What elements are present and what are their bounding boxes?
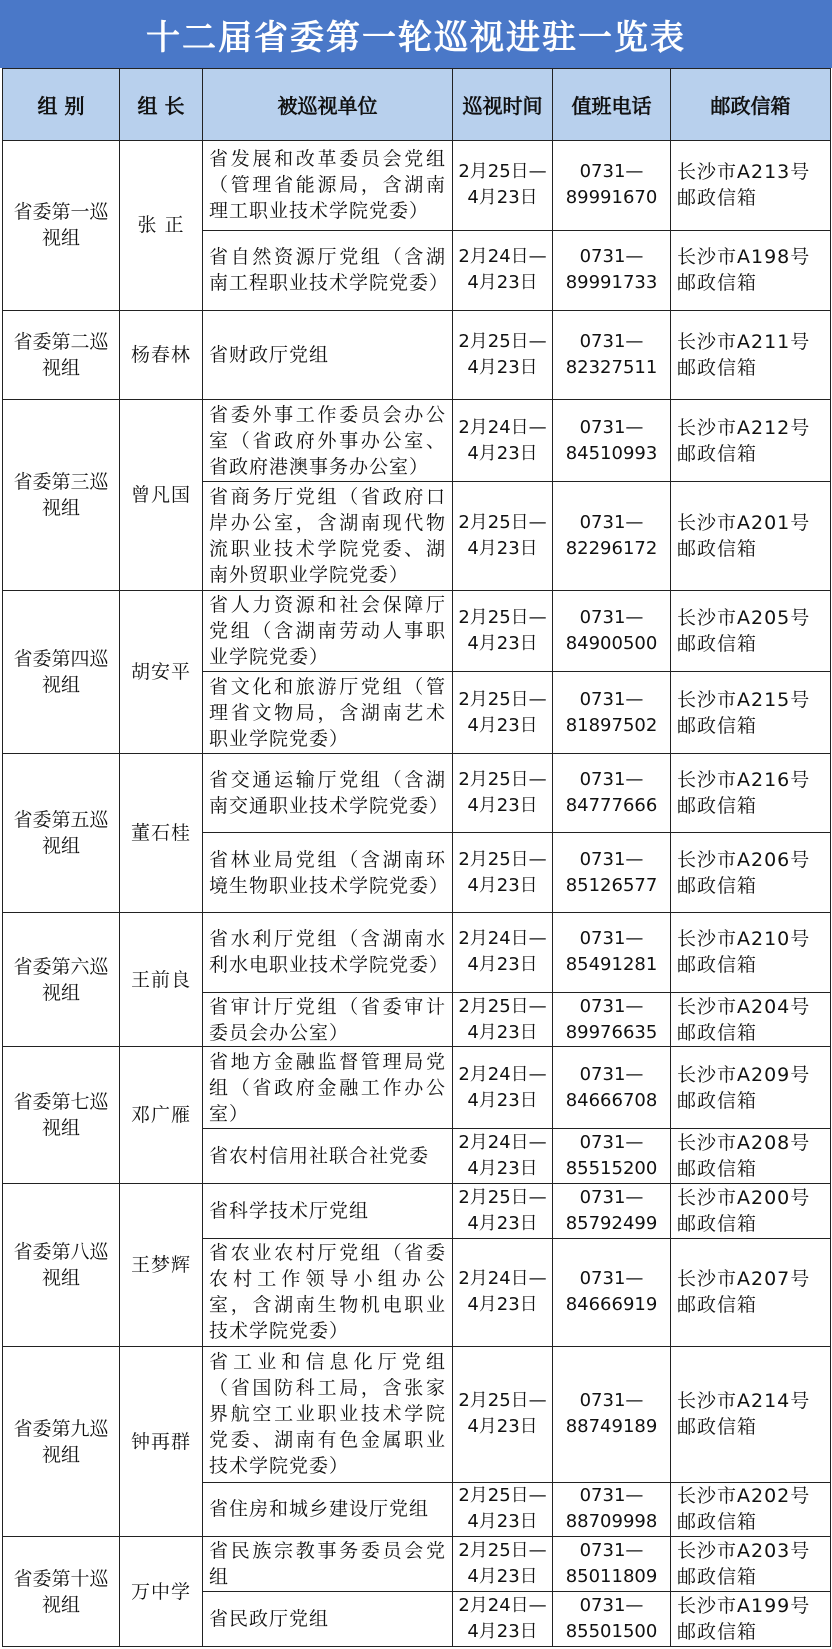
duty-phone: 0731— 88749189: [553, 1347, 671, 1482]
duty-phone: 0731— 88709998: [553, 1482, 671, 1537]
inspection-time: 2月25日— 4月23日: [453, 672, 553, 754]
postal-box: 长沙市A211号邮政信箱: [671, 310, 831, 400]
duty-phone: 0731— 89991733: [553, 230, 671, 310]
inspection-time: 2月25日— 4月23日: [453, 1482, 553, 1537]
postal-box: 长沙市A214号邮政信箱: [671, 1347, 831, 1482]
postal-box: 长沙市A204号邮政信箱: [671, 992, 831, 1047]
inspection-time: 2月25日— 4月23日: [453, 1183, 553, 1238]
header-time: 巡视时间: [453, 69, 553, 141]
postal-box: 长沙市A200号邮政信箱: [671, 1183, 831, 1238]
header-unit: 被巡视单位: [203, 69, 453, 141]
postal-box: 长沙市A215号邮政信箱: [671, 672, 831, 754]
group-leader: 杨春林: [120, 310, 203, 400]
table-row: [3, 1047, 831, 1129]
inspection-time: 2月24日— 4月23日: [453, 913, 553, 993]
inspected-unit: 省工业和信息化厅党组（省国防科工局，含张家界航空工业职业技术学院党委、湖南有色金属职业技术学院党委）: [203, 1347, 453, 1482]
duty-phone: 0731— 84900500: [553, 590, 671, 672]
table-row: [3, 913, 831, 993]
group-name: 省委第四巡视组: [13, 647, 109, 696]
group-name: 省委第十巡视组: [13, 1567, 109, 1616]
inspected-unit: 省发展和改革委员会党组（管理省能源局，含湖南理工职业技术学院党委）: [203, 141, 453, 231]
group-name-cell: [3, 1183, 120, 1346]
group-name: 省委第六巡视组: [13, 955, 109, 1004]
group-leader: 王前良: [120, 913, 203, 1047]
inspected-unit: 省文化和旅游厅党组（管理省文物局，含湖南艺术职业学院党委）: [203, 672, 453, 754]
inspection-time: 2月25日— 4月23日: [453, 753, 553, 833]
postal-box: 长沙市A207号邮政信箱: [671, 1238, 831, 1347]
postal-box: 长沙市A213号邮政信箱: [671, 141, 831, 231]
group-name-cell: [3, 400, 120, 590]
duty-phone: 0731— 82296172: [553, 482, 671, 591]
table-row: [3, 310, 831, 400]
duty-phone: 0731— 85792499: [553, 1183, 671, 1238]
postal-box: 长沙市A210号邮政信箱: [671, 913, 831, 993]
group-name: 省委第一巡视组: [13, 201, 109, 250]
group-leader: 万中学: [120, 1537, 203, 1647]
inspection-time: 2月25日— 4月23日: [453, 141, 553, 231]
inspection-time: 2月25日— 4月23日: [453, 590, 553, 672]
group-name-cell: [3, 913, 120, 1047]
duty-phone: 0731— 85501500: [553, 1592, 671, 1647]
group-name-cell: [3, 310, 120, 400]
group-name: 省委第九巡视组: [13, 1417, 109, 1466]
postal-box: 长沙市A209号邮政信箱: [671, 1047, 831, 1129]
inspected-unit: 省商务厅党组（省政府口岸办公室，含湖南现代物流职业技术学院党委、湖南外贸职业学院党委）: [203, 482, 453, 591]
inspected-unit: 省人力资源和社会保障厅党组（含湖南劳动人事职业学院党委）: [203, 590, 453, 672]
header-leader: 组 长: [120, 69, 203, 141]
inspection-time: 2月25日— 4月23日: [453, 482, 553, 591]
postal-box: 长沙市A198号邮政信箱: [671, 230, 831, 310]
inspected-unit: 省民政厅党组: [203, 1592, 453, 1647]
duty-phone: 0731— 84666708: [553, 1047, 671, 1129]
duty-phone: 0731— 89991670: [553, 141, 671, 231]
group-leader: 董石桂: [120, 753, 203, 912]
table-row: [3, 1347, 831, 1482]
group-leader: 王梦辉: [120, 1183, 203, 1346]
inspected-unit: 省林业局党组（含湖南环境生物职业技术学院党委）: [203, 833, 453, 913]
inspection-time: 2月25日— 4月23日: [453, 310, 553, 400]
group-leader: 邓广雁: [120, 1047, 203, 1183]
postal-box: 长沙市A203号邮政信箱: [671, 1537, 831, 1592]
inspected-unit: 省住房和城乡建设厅党组: [203, 1482, 453, 1537]
table-row: [3, 141, 831, 231]
duty-phone: 0731— 85126577: [553, 833, 671, 913]
table-row: [3, 1537, 831, 1592]
page-title: 十二届省委第一轮巡视进驻一览表: [146, 17, 686, 58]
group-name-cell: [3, 1347, 120, 1537]
inspection-time: 2月25日— 4月23日: [453, 992, 553, 1047]
inspected-unit: 省科学技术厅党组: [203, 1183, 453, 1238]
inspection-time: 2月24日— 4月23日: [453, 1238, 553, 1347]
postal-box: 长沙市A201号邮政信箱: [671, 482, 831, 591]
inspection-time: 2月25日— 4月23日: [453, 1537, 553, 1592]
postal-box: 长沙市A216号邮政信箱: [671, 753, 831, 833]
inspected-unit: 省审计厅党组（省委审计委员会办公室）: [203, 992, 453, 1047]
group-name-cell: [3, 753, 120, 912]
group-name: 省委第五巡视组: [13, 808, 109, 857]
table-row: [3, 590, 831, 672]
table-header-row: [3, 69, 831, 141]
inspected-unit: 省民族宗教事务委员会党组: [203, 1537, 453, 1592]
group-name-cell: [3, 590, 120, 753]
inspected-unit: 省财政厅党组: [203, 310, 453, 400]
group-name: 省委第七巡视组: [13, 1091, 109, 1140]
inspection-time: 2月24日— 4月23日: [453, 1592, 553, 1647]
group-name: 省委第八巡视组: [13, 1241, 109, 1289]
group-name-cell: [3, 141, 120, 311]
group-leader: 张 正: [120, 141, 203, 311]
duty-phone: 0731— 85515200: [553, 1129, 671, 1184]
group-leader: 胡安平: [120, 590, 203, 753]
inspection-time: 2月24日— 4月23日: [453, 1129, 553, 1184]
postal-box: 长沙市A202号邮政信箱: [671, 1482, 831, 1537]
group-name: 省委第二巡视组: [13, 330, 109, 379]
inspected-unit: 省交通运输厅党组（含湖南交通职业技术学院党委）: [203, 753, 453, 833]
header-group: 组 别: [3, 69, 120, 141]
inspected-unit: 省委外事工作委员会办公室（省政府外事办公室、省政府港澳事务办公室）: [203, 400, 453, 482]
inspection-time: 2月25日— 4月23日: [453, 1347, 553, 1482]
inspection-time: 2月24日— 4月23日: [453, 400, 553, 482]
inspected-unit: 省农村信用社联合社党委: [203, 1129, 453, 1184]
inspection-table: [2, 68, 831, 1647]
duty-phone: 0731— 84510993: [553, 400, 671, 482]
group-name-cell: [3, 1537, 120, 1647]
table-row: [3, 1183, 831, 1238]
inspection-time: 2月25日— 4月23日: [453, 833, 553, 913]
group-name-cell: [3, 1047, 120, 1183]
table-row: [3, 400, 831, 482]
duty-phone: 0731— 81897502: [553, 672, 671, 754]
postal-box: 长沙市A205号邮政信箱: [671, 590, 831, 672]
group-name: 省委第三巡视组: [13, 471, 109, 519]
duty-phone: 0731— 82327511: [553, 310, 671, 400]
postal-box: 长沙市A206号邮政信箱: [671, 833, 831, 913]
postal-box: 长沙市A208号邮政信箱: [671, 1129, 831, 1184]
duty-phone: 0731— 89976635: [553, 992, 671, 1047]
table-body: [3, 141, 831, 1647]
inspected-unit: 省自然资源厅党组（含湖南工程职业技术学院党委）: [203, 230, 453, 310]
duty-phone: 0731— 85011809: [553, 1537, 671, 1592]
inspected-unit: 省地方金融监督管理局党组（省政府金融工作办公室）: [203, 1047, 453, 1129]
postal-box: 长沙市A199号邮政信箱: [671, 1592, 831, 1647]
title-bar: [0, 0, 832, 68]
header-box: 邮政信箱: [671, 69, 831, 141]
header-phone: 值班电话: [553, 69, 671, 141]
group-leader: 曾凡国: [120, 400, 203, 590]
table-row: [3, 753, 831, 833]
duty-phone: 0731— 85491281: [553, 913, 671, 993]
duty-phone: 0731— 84777666: [553, 753, 671, 833]
inspected-unit: 省农业农村厅党组（省委农村工作领导小组办公室，含湖南生物机电职业技术学院党委）: [203, 1238, 453, 1347]
inspected-unit: 省水利厅党组（含湖南水利水电职业技术学院党委）: [203, 913, 453, 993]
inspection-time: 2月24日— 4月23日: [453, 230, 553, 310]
inspection-time: 2月24日— 4月23日: [453, 1047, 553, 1129]
group-leader: 钟再群: [120, 1347, 203, 1537]
duty-phone: 0731— 84666919: [553, 1238, 671, 1347]
postal-box: 长沙市A212号邮政信箱: [671, 400, 831, 482]
